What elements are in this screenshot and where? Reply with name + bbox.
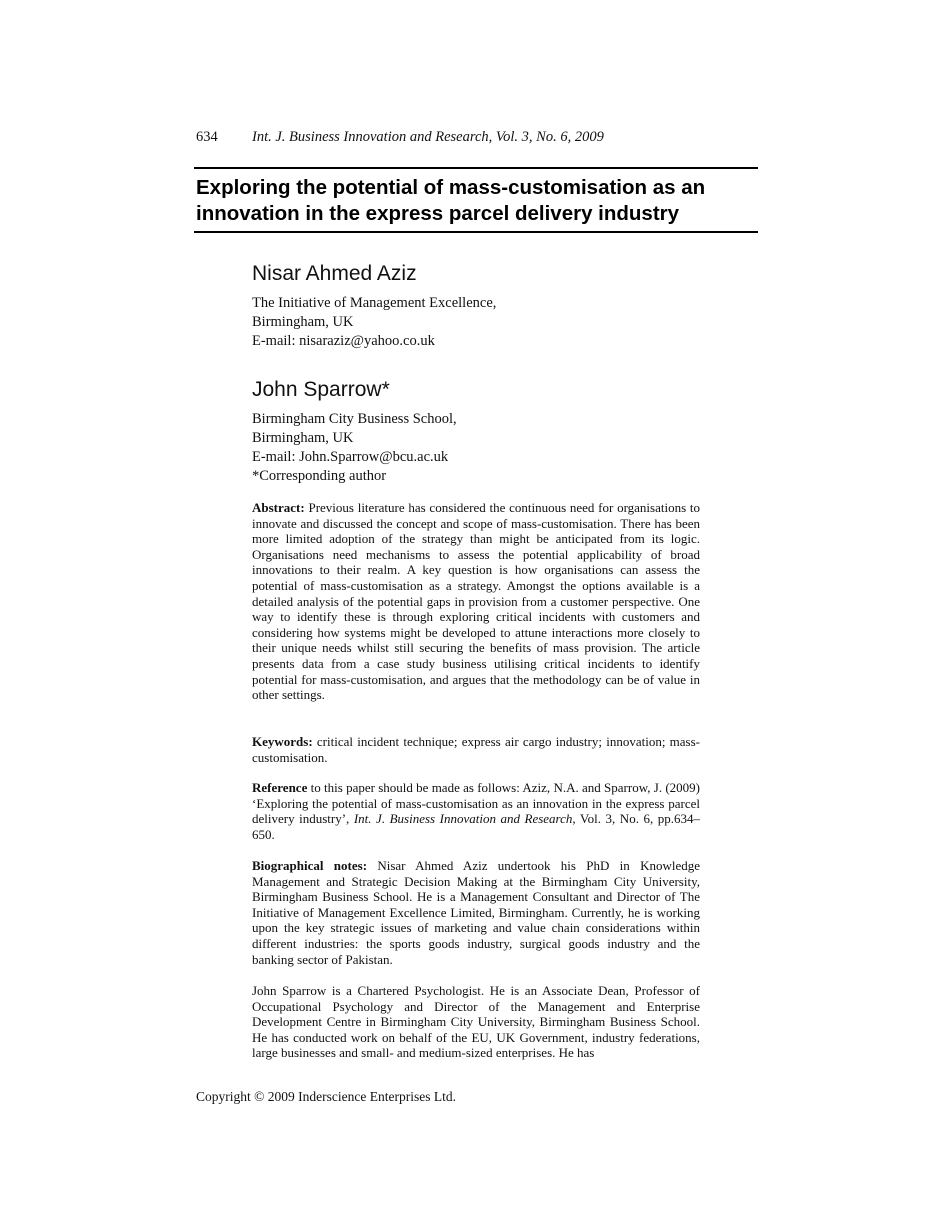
author-name: John Sparrow* [252,378,390,401]
keywords-label: Keywords: [252,734,313,749]
reference [252,780,700,842]
reference-text: to this paper should be made as follows: Aziz, N.A. and Sparrow, J. (2009) ‘Exploring the potential of mass-customisation as an innovation in the express parcel delivery industry’, [252,780,701,827]
title-top-rule [194,167,758,169]
title-bottom-rule [194,231,758,233]
author-email: E-mail: nisaraziz@yahoo.co.uk [252,333,435,349]
author-block-1 [252,260,712,351]
author-name: Nisar Ahmed Aziz [252,262,417,285]
bio-label: Biographical notes: [252,858,368,873]
paper-title: Exploring the potential of mass-customisation as an innovation in the express parcel delivery industry [196,176,706,225]
affiliation-line: Birmingham, UK [252,430,354,446]
keywords-text: critical incident technique; express air cargo industry; innovation; mass-customisation. [252,734,700,765]
biographical-notes [252,858,700,967]
affiliation-line: The Initiative of Management Excellence, [252,295,497,311]
bio-text-sparrow: John Sparrow is a Chartered Psychologist. He is an Associate Dean, Professor of Occupational Psychology and Director of the Management and Enterprise Development Centre in Birmingham City University, Birmingham Business School. He has conducted work on behalf of the EU, UK Government, industry federations, large businesses and small- and medium-sized enterprises. He has [252,983,700,1061]
biographical-notes-sparrow [252,983,700,1061]
abstract-label: Abstract: [252,500,305,515]
copyright-notice: Copyright © 2009 Inderscience Enterprises Ltd. [196,1089,456,1104]
affiliation-line: Birmingham, UK [252,314,354,330]
reference-journal: Int. J. Business Innovation and Research [353,811,573,827]
abstract-text: Previous literature has considered the continuous need for organisations to innovate and discussed the concept and scope of mass-customisation. There has been more limited adoption of the strategy than might be anticipated from its logic. Organisations need mechanisms to assess the potential applicability of broad innovations to their realm. A key question is how organisations can assess the potential of mass-customisation as a strategy. Amongst the options available is a detailed analysis of the potential gaps in provision from a customer perspective. One way to identify these is through exploring critical incidents with customers and considering how systems might be developed to attune interactions more closely to their unique needs whilst still securing the benefits of mass provision. The article presents data from a case study business utilising critical incidents to identify potential for mass-customisation, and argues that the methodology can be of value in other settings. [252,500,701,703]
abstract [252,500,700,703]
journal-citation: Int. J. Business Innovation and Research, Vol. 3, No. 6, 2009 [252,129,604,145]
author-block-2 [252,376,712,486]
reference-label: Reference [252,780,308,795]
running-header [196,129,758,146]
corresponding-author-note: *Corresponding author [252,468,387,484]
page-number: 634 [196,129,218,145]
keywords [252,734,700,765]
reference-volume: , Vol. 3, No. 6, pp.634–650. [252,811,700,842]
bio-text-aziz: Nisar Ahmed Aziz undertook his PhD in Knowledge Management and Strategic Decision Making at the Birmingham City University, Birmingham Business School. He is a Management Consultant and Director of The Initiative of Management Excellence Limited, Birmingham. Currently, he is working upon the key strategic issues of marketing and value chain considerations within different industries: the sports goods industry, surgical goods industry and the banking sector of Pakistan. [252,858,701,967]
author-email: E-mail: John.Sparrow@bcu.ac.uk [252,449,449,465]
affiliation-line: Birmingham City Business School, [252,411,457,427]
